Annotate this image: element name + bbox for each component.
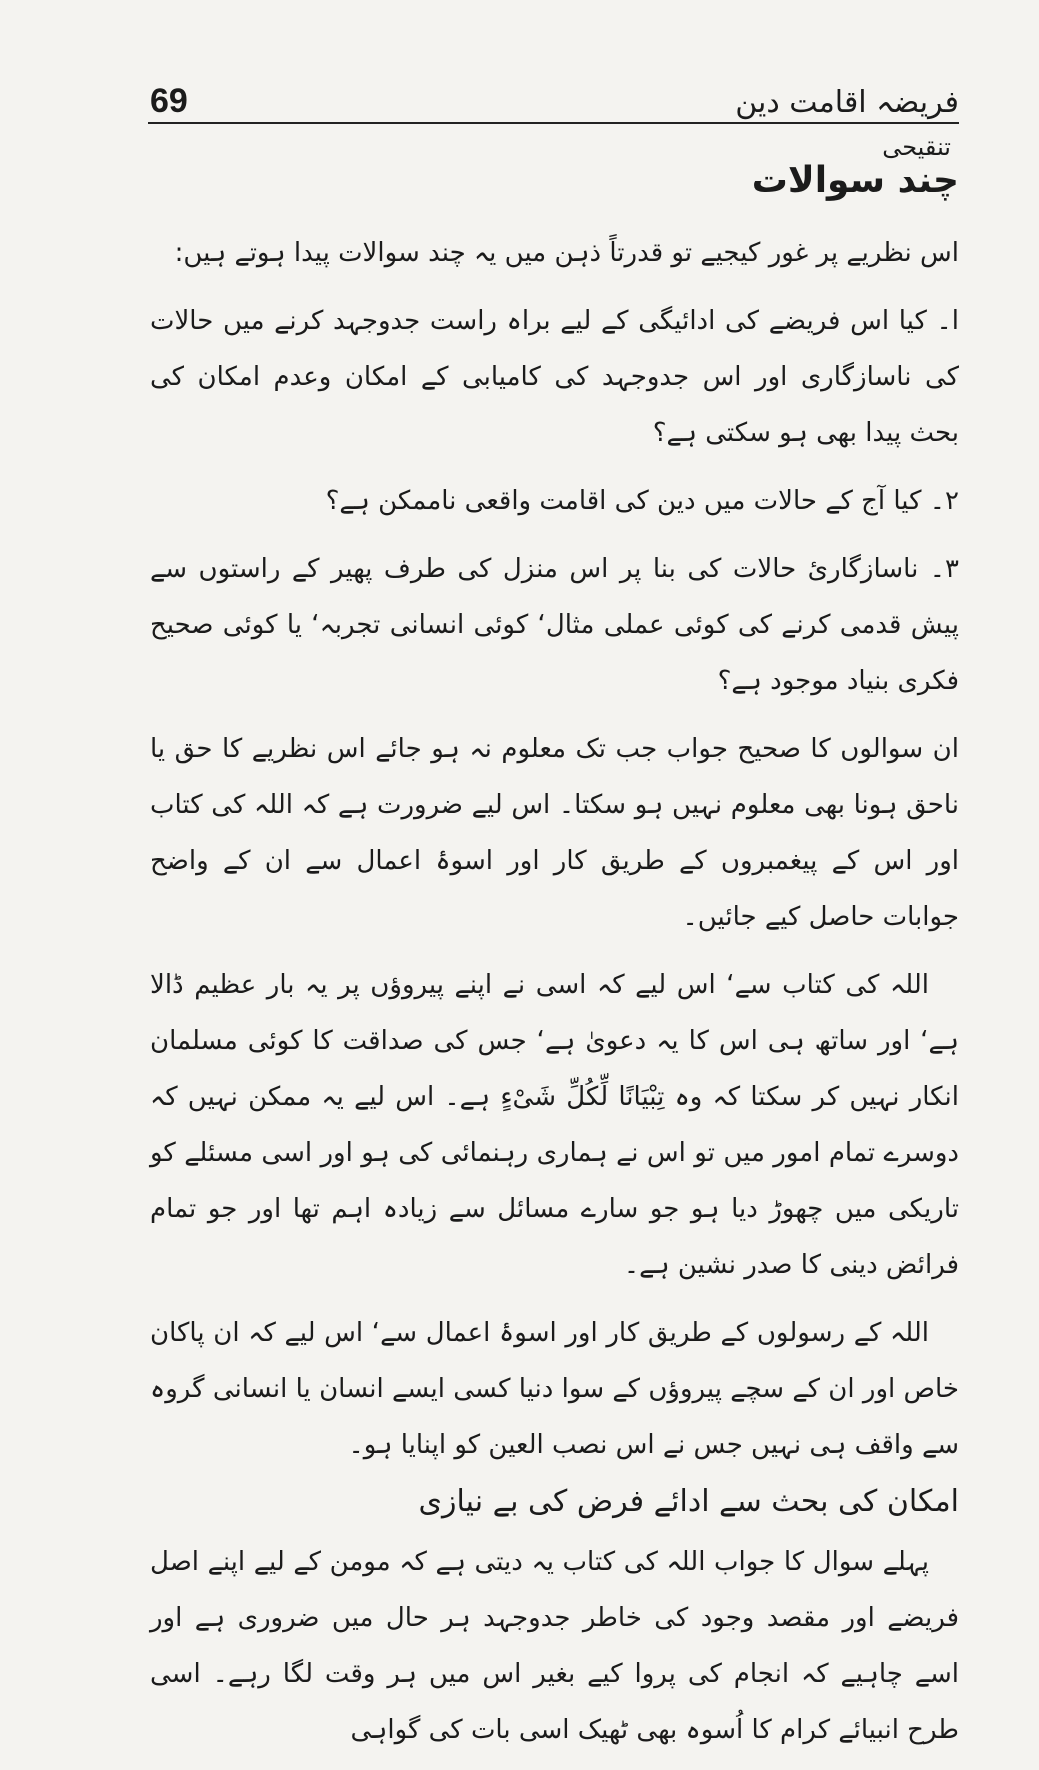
- section-overline: تنقیحی: [882, 133, 951, 161]
- page-header: [150, 60, 959, 118]
- page-number: 69: [150, 82, 188, 120]
- section-heading: چند سوالات: [751, 160, 959, 201]
- subsection-heading: امکان کی بحث سے ادائے فرض کی بے نیازی: [418, 1483, 959, 1519]
- header-rule: [148, 122, 959, 124]
- question-1: ا۔ کیا اس فریضے کی ادائیگی کے لیے براہ راست جدوجہد کرنے میں حالات کی ناسازگاری اور اس جدوجہد کی کامیابی کے امکان وعدم امکان کی بحث پیدا بھی ہو سکتی ہے؟: [150, 305, 959, 448]
- intro-paragraph: اس نظریے پر غور کیجیے تو قدرتاً ذہن میں یہ چند سوالات پیدا ہوتے ہیں:: [174, 237, 959, 268]
- body-paragraph: اللہ کے رسولوں کے طریق کار اور اسوۂ اعمال سے‘ اس لیے کہ ان پاکان خاص اور ان کے سچے پیروؤں کے سوا دنیا کسی ایسے انسان یا انسانی گروہ سے واقف ہی نہیں جس نے اس نصب العین کو اپنایا ہو۔: [150, 1317, 959, 1460]
- body-paragraph: ان سوالوں کا صحیح جواب جب تک معلوم نہ ہو جائے اس نظریے کا حق یا ناحق ہونا بھی معلوم نہیں ہو سکتا۔ اس لیے ضرورت ہے کہ اللہ کی کتاب اور اس کے پیغمبروں کے طریق کار اور اسوۂ اعمال سے ان کے واضح جوابات حاصل کیے جائیں۔: [150, 733, 959, 932]
- question-3: ۳۔ ناسازگاریٔ حالات کی بنا پر اس منزل کی طرف پھیر کے راستوں سے پیش قدمی کرنے کی کوئی عملی مثال‘ کوئی انسانی تجربہ‘ یا کوئی صحیح فکری بنیاد موجود ہے؟: [150, 553, 959, 696]
- running-title: فریضہ اقامت دین: [735, 85, 959, 120]
- page-body: [150, 135, 959, 1770]
- body-paragraph: اللہ کی کتاب سے‘ اس لیے کہ اسی نے اپنے پیروؤں پر یہ بار عظیم ڈالا ہے‘ اور ساتھ ہی اس کا یہ دعویٰ ہے‘ جس کی صداقت کا کوئی مسلمان انکار نہیں کر سکتا کہ وہ تِبْیَانًا لِّکُلِّ شَیْءٍ ہے۔ اس لیے یہ ممکن نہیں کہ دوسرے تمام امور میں تو اس نے ہماری رہنمائی کی ہو اور اسی مسئلے کو تاریکی میں چھوڑ دیا ہو جو سارے مسائل سے زیادہ اہم تھا اور جو تمام فرائض دینی کا صدر نشین ہے۔: [150, 969, 959, 1280]
- question-2: ۲۔ کیا آج کے حالات میں دین کی اقامت واقعی ناممکن ہے؟: [325, 485, 959, 516]
- closing-paragraph: پہلے سوال کا جواب اللہ کی کتاب یہ دیتی ہے کہ مومن کے لیے اپنے اصل فریضے اور مقصد وجود کی خاطر جدوجہد ہر حال میں ضروری ہے اور اسے چاہیے کہ انجام کی پروا کیے بغیر اس میں ہر وقت لگا رہے۔ اسی طرح انبیائے کرام کا اُسوہ بھی ٹھیک اسی بات کی گواہی: [150, 1546, 959, 1745]
